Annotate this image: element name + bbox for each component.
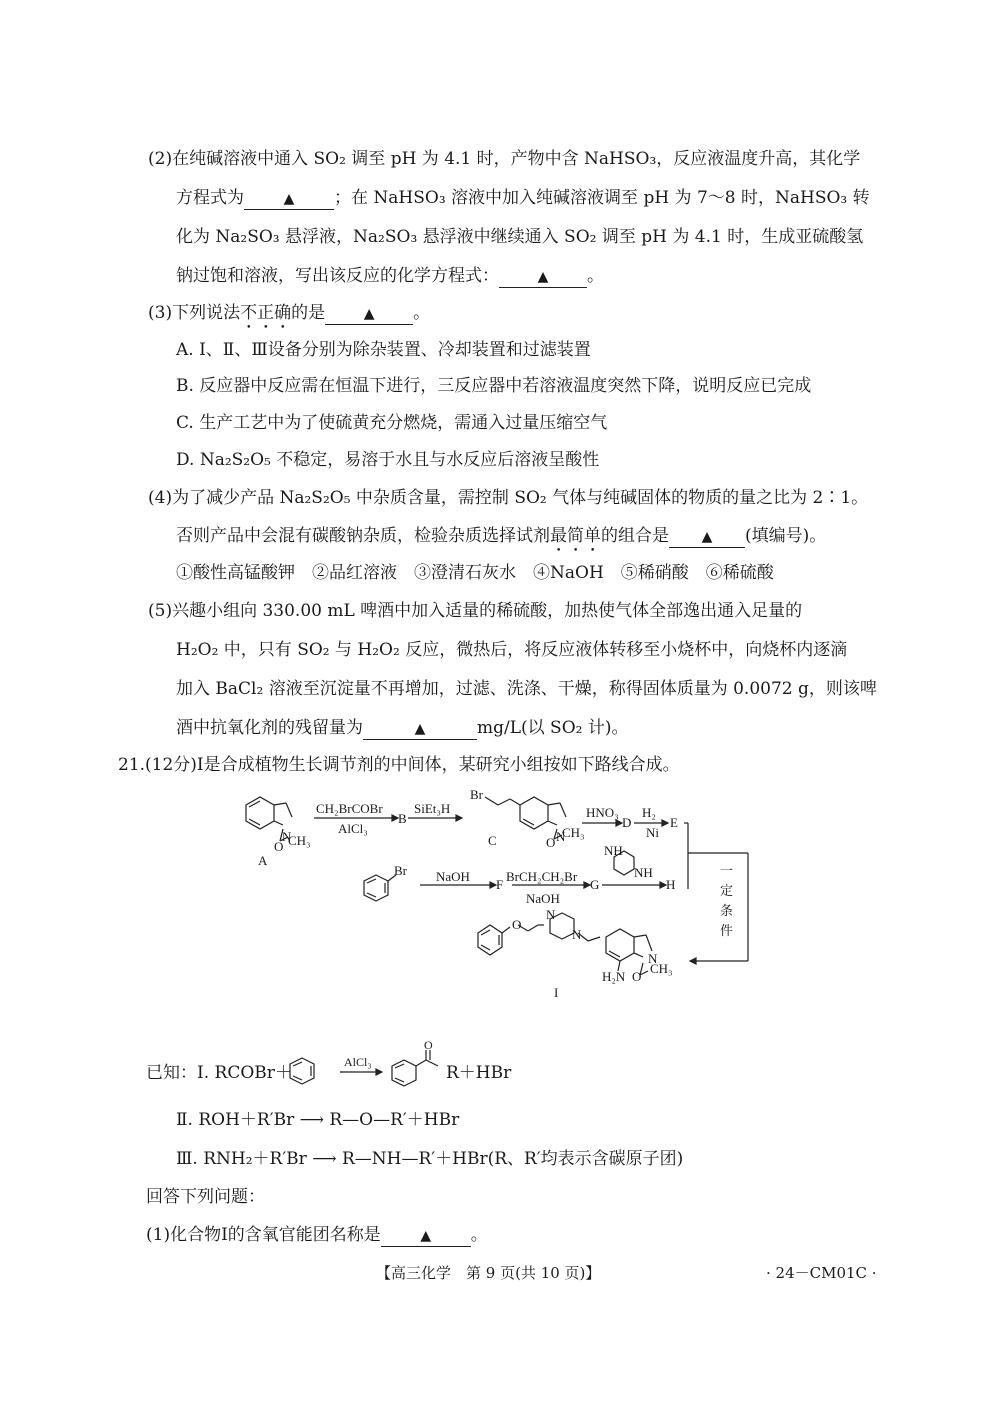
answer-blank[interactable] bbox=[244, 188, 334, 210]
q2-line2 bbox=[176, 185, 870, 211]
q2-line2-prefix: 方程式为 bbox=[176, 188, 244, 208]
atom-ch3: CH₃ bbox=[288, 833, 311, 848]
q3-option-d: D. Na₂S₂O₅ 不稳定，易溶于水且与水反应后溶液呈酸性 bbox=[176, 450, 600, 470]
reagent-6-top: BrCH₂CH₂Br bbox=[506, 869, 578, 884]
atom-n: N bbox=[648, 951, 658, 966]
condition-char: 定 bbox=[720, 883, 734, 898]
q4-line2b: 的组合是 bbox=[601, 526, 669, 546]
atom-n: N bbox=[556, 829, 566, 844]
label-d: D bbox=[622, 815, 632, 830]
reagent-2-top: SiEt₃H bbox=[414, 801, 451, 816]
q4-emphasis: 最简单 bbox=[550, 526, 601, 546]
q3-stem-c: 。 bbox=[413, 303, 431, 323]
atom-ch3: CH₃ bbox=[562, 825, 585, 840]
known-i-prefix: 已知：Ⅰ. RCOBr＋ bbox=[146, 1063, 292, 1083]
atom-n: N bbox=[282, 829, 292, 844]
q4-line2 bbox=[176, 523, 826, 556]
blank-marker-icon: ▲ bbox=[414, 721, 426, 737]
exam-code: · 24－CM01C · bbox=[766, 1264, 877, 1282]
atom-br: Br bbox=[394, 863, 407, 878]
atom-n: N bbox=[546, 907, 556, 922]
reagent-3: HNO₃ bbox=[586, 805, 619, 820]
condition-char: 条 bbox=[720, 903, 734, 918]
page-footer: 【高三化学 第 9 页(共 10 页)】 bbox=[376, 1264, 601, 1282]
q5-line1: (5)兴趣小组向 330.00 mL 啤酒中加入适量的稀硫酸，加热使气体全部逸出通入足量的 bbox=[148, 601, 803, 621]
q4-line2a: 否则产品中会混有碳酸钠杂质，检验杂质选择试剂 bbox=[176, 526, 550, 546]
q21-1-end: 。 bbox=[470, 1225, 488, 1245]
answer-blank[interactable] bbox=[363, 718, 477, 740]
reagent-4-bottom: Ni bbox=[646, 825, 659, 840]
answer-blank[interactable] bbox=[325, 303, 413, 325]
label-a: A bbox=[258, 853, 268, 868]
q3-option-a: A. Ⅰ、Ⅱ、Ⅲ设备分别为除杂装置、冷却装置和过滤装置 bbox=[176, 340, 591, 360]
known-iii: Ⅲ. RNH₂＋R′Br ⟶ R—NH—R′＋HBr(R、R′均表示含碳原子团) bbox=[176, 1149, 684, 1169]
blank-marker-icon: ▲ bbox=[701, 529, 713, 545]
atom-h2n: H₂N bbox=[602, 969, 626, 984]
answer-blank[interactable] bbox=[381, 1225, 471, 1247]
q3-option-c: C. 生产工艺中为了使硫黄充分燃烧，需通入过量压缩空气 bbox=[176, 413, 608, 433]
atom-o: O bbox=[512, 917, 522, 932]
blank-marker-icon: ▲ bbox=[420, 1228, 432, 1244]
q21-1-prefix: (1)化合物I的含氧官能团名称是 bbox=[146, 1225, 381, 1245]
benzene-ring bbox=[290, 1058, 314, 1084]
known-i-scheme bbox=[284, 1040, 444, 1100]
q4-reagents: ①酸性高锰酸钾 ②品红溶液 ③澄清石灰水 ④NaOH ⑤稀硝酸 ⑥稀硫酸 bbox=[176, 563, 774, 583]
condition-char: 件 bbox=[720, 923, 734, 938]
compound-c-structure bbox=[485, 797, 566, 839]
reagent-1-bottom: AlCl₃ bbox=[338, 821, 368, 836]
known-i-catalyst: AlCl₃ bbox=[344, 1055, 372, 1069]
q3-stem-a: (3)下列说法 bbox=[148, 303, 241, 323]
reagent-1-top: CH₂BrCOBr bbox=[316, 801, 383, 816]
known-i bbox=[146, 1060, 292, 1086]
label-c: C bbox=[488, 833, 497, 848]
answer-blank[interactable] bbox=[669, 526, 745, 548]
reagent-4-top: H₂ bbox=[642, 805, 656, 820]
blank-marker-icon: ▲ bbox=[363, 306, 375, 322]
known-ii: Ⅱ. ROH＋R′Br ⟶ R—O—R′＋HBr bbox=[176, 1110, 460, 1130]
atom-nh: NH bbox=[634, 865, 653, 880]
synthesis-scheme bbox=[220, 785, 760, 1005]
q3-stem bbox=[148, 300, 430, 333]
reagent-5: NaOH bbox=[436, 869, 470, 884]
q5-line4a: 酒中抗氧化剂的残留量为 bbox=[176, 718, 363, 738]
label-h: H bbox=[666, 877, 676, 892]
benzene-ring bbox=[392, 1060, 416, 1086]
atom-o: O bbox=[274, 839, 284, 854]
atom-o: O bbox=[546, 835, 556, 850]
q2-line2-suffix: ；在 NaHSO₃ 溶液中加入纯碱溶液调至 pH 为 7～8 时，NaHSO₃ 转 bbox=[334, 188, 870, 208]
atom-ch3: CH₃ bbox=[650, 961, 673, 976]
atom-o: O bbox=[632, 969, 642, 984]
q5-line3: 加入 BaCl₂ 溶液至沉淀量不再增加，过滤、洗涤、干燥，称得固体质量为 0.0072 g，则该啤 bbox=[176, 679, 877, 699]
blank-marker-icon: ▲ bbox=[283, 191, 295, 207]
known-i-suffix: R＋HBr bbox=[446, 1063, 512, 1083]
blank-marker-icon: ▲ bbox=[537, 269, 549, 285]
q5-line2: H₂O₂ 中，只有 SO₂ 与 H₂O₂ 反应，微热后，将反应液体转移至小烧杯中，向烧杯内逐滴 bbox=[176, 640, 848, 660]
label-g: G bbox=[590, 877, 600, 892]
reagent-6-bottom: NaOH bbox=[526, 891, 560, 906]
q2-line4-prefix: 钠过饱和溶液，写出该反应的化学方程式： bbox=[176, 266, 499, 286]
answer-prompt: 回答下列问题： bbox=[146, 1187, 265, 1207]
q2-line4 bbox=[176, 263, 604, 289]
label-e: E bbox=[670, 815, 678, 830]
q3-option-b: B. 反应器中反应需在恒温下进行，三反应器中若溶液温度突然下降，说明反应已完成 bbox=[176, 376, 812, 396]
condition-char: 一 bbox=[720, 863, 734, 878]
q2-line3: 化为 Na₂SO₃ 悬浮液，Na₂SO₃ 悬浮液中继续通入 SO₂ 调至 pH 为 4.1 时，生成亚硫酸氢 bbox=[176, 227, 864, 247]
q21-1 bbox=[146, 1222, 488, 1248]
q4-line1: (4)为了减少产品 Na₂S₂O₅ 中杂质含量，需控制 SO₂ 气体与纯碱固体的物质的量之比为 2∶1。 bbox=[148, 488, 869, 508]
label-f: F bbox=[496, 877, 504, 892]
atom-n: N bbox=[572, 927, 582, 942]
q5-line4b: mg/L(以 SO₂ 计)。 bbox=[477, 718, 629, 738]
label-b: B bbox=[398, 811, 407, 826]
q2-line4-end: 。 bbox=[587, 266, 604, 286]
atom-nh: NH bbox=[604, 843, 623, 858]
atom-br: Br bbox=[470, 787, 483, 802]
q5-line4 bbox=[176, 715, 629, 741]
label-i: I bbox=[554, 985, 559, 1000]
q2-line1: (2)在纯碱溶液中通入 SO₂ 调至 pH 为 4.1 时，产物中含 NaHSO₃，反应液温度升高，其化学 bbox=[148, 149, 861, 169]
atom-o: O bbox=[424, 1040, 433, 1052]
compound-i-structure bbox=[478, 913, 652, 975]
q3-stem-b: 的是 bbox=[291, 303, 326, 323]
q21-stem: 21.(12分)I是合成植物生长调节剂的中间体，某研究小组按如下路线合成。 bbox=[118, 755, 680, 775]
answer-blank[interactable] bbox=[499, 266, 587, 288]
q3-emphasis: 不正确 bbox=[240, 303, 292, 323]
q4-line2c: (填编号)。 bbox=[745, 526, 827, 546]
bromobenzene-structure bbox=[364, 875, 396, 901]
